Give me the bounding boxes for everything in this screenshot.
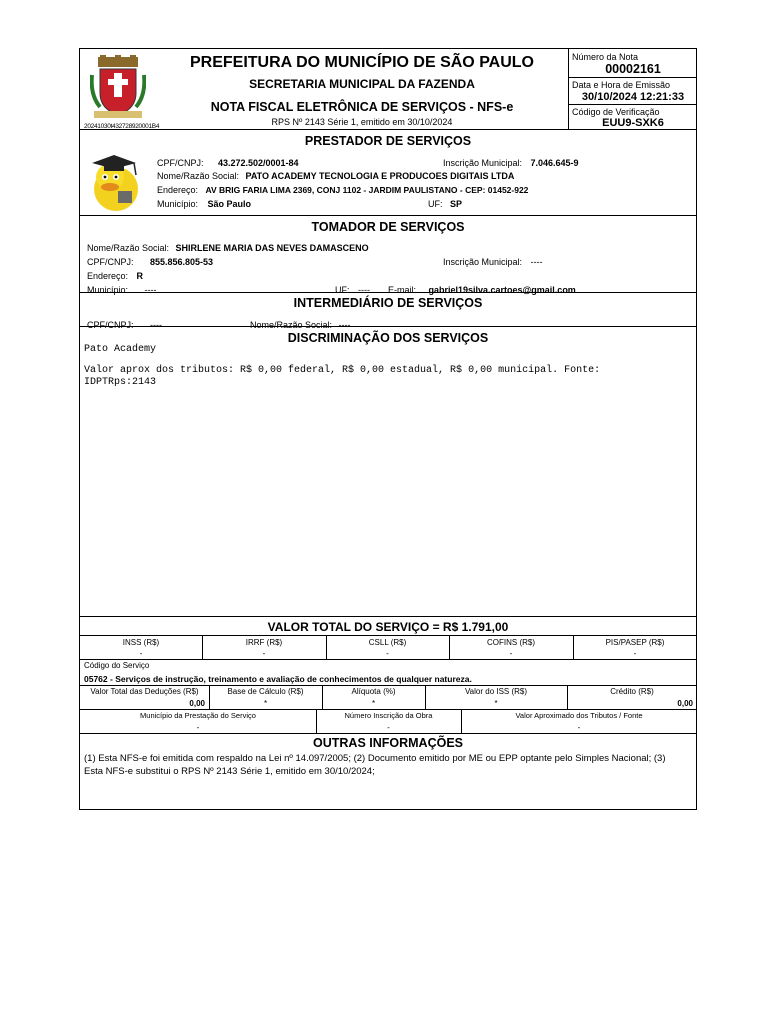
outras-text: (1) Esta NFS-e foi emitida com respaldo na Lei nº 14.097/2005; (2) Documento emitido por ME ou EPP optante pelo Simples Nacional; (3) Esta NFS-e substitui o RPS Nº 2143 Série 1, emitido em 30/10/2024; bbox=[84, 753, 666, 777]
calc-aliquota-label: Alíquota (%) bbox=[351, 687, 396, 696]
data-value: 30/10/2024 12:21:33 bbox=[581, 91, 685, 103]
tributo-csll-value: - bbox=[386, 649, 389, 658]
prestador-mun-value: São Paulo bbox=[207, 199, 251, 209]
tributo-cofins-value: - bbox=[509, 649, 513, 658]
duck-logo-icon bbox=[88, 151, 140, 213]
prest-tributos-value: - bbox=[577, 723, 581, 732]
tomador-nome-label: Nome/Razão Social: bbox=[87, 243, 170, 253]
tomador-uf-value: ---- bbox=[357, 285, 370, 295]
intermediario-nome-label: Nome/Razão Social: bbox=[250, 320, 333, 330]
tomador-title: TOMADOR DE SERVIÇOS bbox=[311, 220, 465, 234]
prestador-nome-value: PATO ACADEMY TECNOLOGIA E PRODUCOES DIGITAIS LTDA bbox=[245, 171, 515, 181]
brasao-sp-icon bbox=[90, 55, 146, 121]
numero-value: 00002161 bbox=[605, 62, 661, 76]
tomador-email-label: E-mail: bbox=[388, 285, 417, 295]
discriminacao-line2: Valor aprox dos tributos: R$ 0,00 federal, R$ 0,00 estadual, R$ 0,00 municipal. Fonte: bbox=[84, 365, 601, 376]
calc-base-label: Base de Cálculo (R$) bbox=[227, 687, 304, 696]
prestador-im-label: Inscrição Municipal: bbox=[443, 158, 523, 168]
servico-codigo-label: Código do Serviço bbox=[84, 661, 150, 670]
data-label: Data e Hora de Emissão bbox=[572, 80, 671, 90]
tomador-end-value: R bbox=[136, 271, 143, 281]
prestador-cnpj-label: CPF/CNPJ: bbox=[157, 158, 204, 168]
tributo-irrf-label: IRRF (R$) bbox=[245, 638, 283, 647]
doc-title: NOTA FISCAL ELETRÔNICA DE SERVIÇOS - NFS-e bbox=[210, 100, 514, 114]
prest-obra-value: - bbox=[387, 723, 390, 732]
discriminacao-title: DISCRIMINAÇÃO DOS SERVIÇOS bbox=[287, 331, 489, 345]
tomador-nome-value: SHIRLENE MARIA DAS NEVES DAMASCENO bbox=[175, 243, 369, 253]
calc-credito-label: Crédito (R$) bbox=[610, 687, 654, 696]
tributo-inss-value: - bbox=[139, 649, 143, 658]
calc-iss-value: * bbox=[494, 699, 498, 708]
tomador-email-value: gabriel19silva.cartoes@gmail.com bbox=[428, 285, 576, 295]
tomador-cpf-value: 855.856.805-53 bbox=[149, 257, 214, 267]
outras-title: OUTRAS INFORMAÇÕES bbox=[313, 736, 463, 750]
codigo-label: Código de Verificação bbox=[572, 107, 660, 117]
discriminacao-line3: IDPTRps:2143 bbox=[84, 377, 157, 388]
calc-credito-value: 0,00 bbox=[677, 699, 693, 708]
tomador-uf-label: UF: bbox=[335, 285, 350, 295]
prestador-end-label: Endereço: bbox=[157, 185, 199, 195]
tomador-end-label: Endereço: bbox=[87, 271, 129, 281]
tributo-pis-value: - bbox=[633, 649, 637, 658]
nfse-document bbox=[79, 48, 697, 810]
tomador-im-value: ---- bbox=[530, 257, 543, 267]
codigo-value: EUU9-SXK6 bbox=[602, 117, 664, 129]
prestador-cnpj-value: 43.272.502/0001-84 bbox=[217, 158, 299, 168]
valor-total: VALOR TOTAL DO SERVIÇO = R$ 1.791,00 bbox=[267, 620, 509, 634]
prestador-im-value: 7.046.645-9 bbox=[530, 158, 579, 168]
prest-municipio-label: Município da Prestação do Serviço bbox=[140, 711, 256, 720]
barcode-text: 20241030t432728920001B4 bbox=[84, 123, 160, 130]
intermediario-nome-value: ---- bbox=[338, 320, 351, 330]
prest-tributos-label: Valor Aproximado dos Tributos / Fonte bbox=[515, 711, 643, 720]
prest-obra-label: Número Inscrição da Obra bbox=[344, 711, 433, 720]
rps-info: RPS Nº 2143 Série 1, emitido em 30/10/2024 bbox=[271, 117, 453, 127]
intermediario-title: INTERMEDIÁRIO DE SERVIÇOS bbox=[293, 296, 483, 310]
tomador-mun-label: Município: bbox=[87, 285, 129, 295]
numero-label: Número da Nota bbox=[572, 52, 639, 62]
calc-deducoes-label: Valor Total das Deduções (R$) bbox=[90, 687, 199, 696]
prefeitura-title: PREFEITURA DO MUNICÍPIO DE SÃO PAULO bbox=[189, 54, 534, 71]
tributo-inss-label: INSS (R$) bbox=[122, 638, 160, 647]
tributo-irrf-value: - bbox=[262, 649, 266, 658]
calc-aliquota-value: * bbox=[371, 699, 376, 708]
intermediario-cpf-label: CPF/CNPJ: bbox=[87, 320, 134, 330]
intermediario-cpf-value: ---- bbox=[149, 320, 162, 330]
prestador-end-value: AV BRIG FARIA LIMA 2369, CONJ 1102 - JARDIM PAULISTANO - CEP: 01452-922 bbox=[205, 185, 529, 195]
prestador-uf-label: UF: bbox=[428, 199, 443, 209]
calc-base-value: * bbox=[263, 699, 268, 708]
prestador-mun-label: Município: bbox=[157, 199, 199, 209]
prest-municipio-value: - bbox=[196, 723, 200, 732]
tributo-csll-label: CSLL (R$) bbox=[368, 638, 407, 647]
tributo-cofins-label: COFINS (R$) bbox=[487, 638, 535, 647]
tomador-im-label: Inscrição Municipal: bbox=[443, 257, 523, 267]
secretaria-title: SECRETARIA MUNICIPAL DA FAZENDA bbox=[249, 77, 475, 91]
tomador-mun-value: ---- bbox=[144, 285, 157, 295]
prestador-title: PRESTADOR DE SERVIÇOS bbox=[304, 134, 472, 148]
discriminacao-line1: Pato Academy bbox=[84, 344, 157, 355]
tributo-pis-label: PIS/PASEP (R$) bbox=[605, 638, 665, 647]
prestador-uf-value: SP bbox=[449, 199, 462, 209]
tomador-cpf-label: CPF/CNPJ: bbox=[87, 257, 134, 267]
calc-deducoes-value: 0,00 bbox=[189, 699, 205, 708]
prestador-nome-label: Nome/Razão Social: bbox=[157, 171, 240, 181]
calc-iss-label: Valor do ISS (R$) bbox=[464, 687, 528, 696]
servico-codigo-value: 05762 - Serviços de instrução, treinamento e avaliação de conhecimentos de qualquer natureza. bbox=[84, 674, 472, 684]
